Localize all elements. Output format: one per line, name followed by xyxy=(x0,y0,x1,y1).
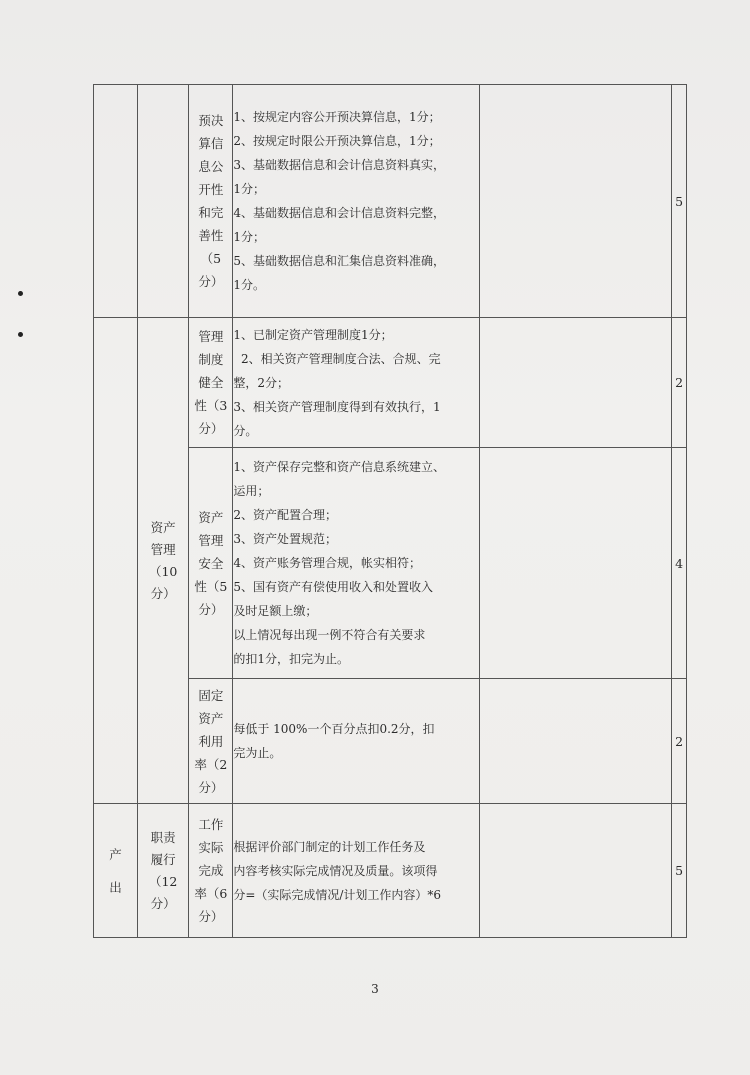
table-row xyxy=(94,318,687,448)
table-row xyxy=(94,804,687,938)
page-number: 3 xyxy=(371,982,379,996)
remark-cell xyxy=(479,804,672,938)
remark-cell xyxy=(479,679,672,804)
evaluation-table xyxy=(93,84,687,938)
category-output: 产 出 xyxy=(94,804,138,938)
mid-category-asset-management: 资产 管理 （10 分） xyxy=(138,318,189,804)
table-row xyxy=(94,85,687,318)
remark-cell xyxy=(479,85,672,318)
category-cell-empty xyxy=(94,85,138,318)
category-cell-empty xyxy=(94,318,138,804)
criteria-cell: 根据评价部门制定的计划工作任务及 内容考核实际完成情况及质量。该项得 分=（实际完成情况/计划工作内容）*6 xyxy=(233,804,479,938)
punch-mark-1 xyxy=(18,291,23,296)
indicator-cell: 资产 管理 安全 性（5 分） xyxy=(189,448,233,679)
criteria-cell: 1、已制定资产管理制度1分； 2、相关资产管理制度合法、合规、完 整，2分； 3、相关资产管理制度得到有效执行，1 分。 xyxy=(233,318,479,448)
indicator-cell: 工作 实际 完成 率（6 分） xyxy=(189,804,233,938)
mid-category-cell-empty xyxy=(138,85,189,318)
criteria-cell: 每低于 100%一个百分点扣0.2分，扣 完为止。 xyxy=(233,679,479,804)
indicator-cell: 固定 资产 利用 率（2 分） xyxy=(189,679,233,804)
score-cell: 2 xyxy=(672,318,687,448)
score-cell: 5 xyxy=(672,804,687,938)
criteria-cell: 1、资产保存完整和资产信息系统建立、 运用； 2、资产配置合理； 3、资产处置规范； 4、资产账务管理合规，帐实相符； 5、国有资产有偿使用收入和处置收入 及时足额上缴； 以上情况每出现一例不符合有关要求 的扣1分，扣完为止。 xyxy=(233,448,479,679)
indicator-cell: 预决 算信 息公 开性 和完 善性 （5 分） xyxy=(189,85,233,318)
score-cell: 4 xyxy=(672,448,687,679)
mid-category-duty: 职责 履行 （12 分） xyxy=(138,804,189,938)
remark-cell xyxy=(479,318,672,448)
indicator-cell: 管理 制度 健全 性（3 分） xyxy=(189,318,233,448)
remark-cell xyxy=(479,448,672,679)
criteria-cell: 1、按规定内容公开预决算信息，1分； 2、按规定时限公开预决算信息，1分； 3、基础数据信息和会计信息资料真实， 1分； 4、基础数据信息和会计信息资料完整， 1分； 5、基础数据信息和汇集信息资料准确， 1分。 xyxy=(233,85,479,318)
score-cell: 5 xyxy=(672,85,687,318)
punch-mark-2 xyxy=(18,332,23,337)
score-cell: 2 xyxy=(672,679,687,804)
